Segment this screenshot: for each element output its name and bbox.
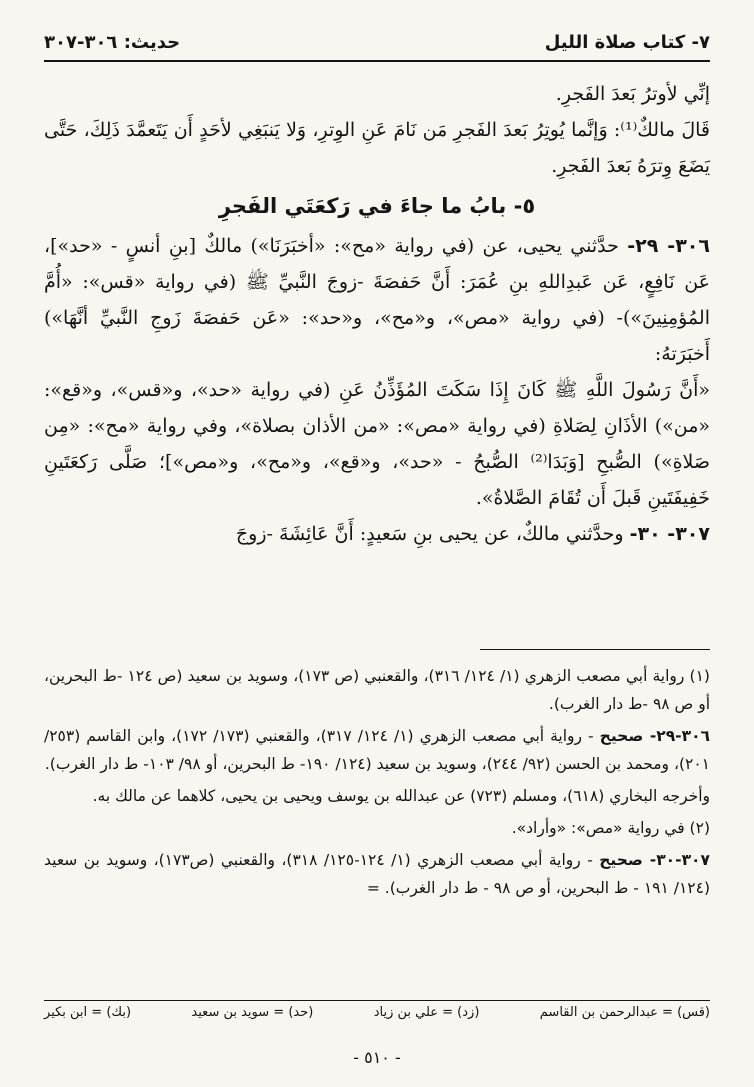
footnote xyxy=(44,662,710,718)
legend-item: (قس) = عبدالرحمن بن القاسم xyxy=(539,1005,710,1020)
page xyxy=(44,0,710,1087)
legend-rule xyxy=(44,1000,710,1001)
footnote-grade: ٣٠٦-٢٩- صحيح xyxy=(599,727,710,745)
footnote xyxy=(44,814,710,842)
footnote xyxy=(44,782,710,810)
hadith-text: حدَّثني يحيى، عن (في رواية «مح»: «أخبَرَنَا») مالكٌ [بنِ أنسٍ - «حد»]، عَن نَافِعٍ، عَن عَبدِاللهِ بنِ عُمَرَ: أَنَّ حَفصَةَ -زوجَ النَّبيِّ ﷺ (في رواية «قس»: «أُمَّ المُؤمِنِينَ»)- (في رواية «مص»، و«مح»، و«حد»: «عَن حَفصَةَ زَوجِ النَّبيِّ أنَّهَا») أَخبَرَتهُ: xyxy=(44,235,710,365)
footnote-text: - رواية أبي مصعب الزهري (١/ ١٢٤-١٢٥/ ٣١٨)، والقعنبي (ص١٧٣)، وسويد بن سعيد (١٢٤/ ١٩١ - ط البحرين، أو ص ٩٨ - ط دار الغرب). = xyxy=(44,851,710,897)
footnote-text: في رواية «مص»: «وأراد». xyxy=(511,819,685,837)
header-rule xyxy=(44,60,710,62)
hadith-number: ٣٠٦- ٢٩- xyxy=(627,235,710,257)
header-hadith-range: حديث: ٣٠٦-٣٠٧ xyxy=(44,31,181,53)
hadith-number: ٣٠٧- ٣٠- xyxy=(629,523,710,545)
legend-item: (حد) = سويد بن سعيد xyxy=(191,1005,314,1020)
hadith-text: وحدَّثني مالكٌ، عن يحيى بنِ سَعيدٍ: أَنَّ عَائِشَةَ -زوجَ xyxy=(235,523,624,545)
text-paragraph: إنِّي لأوترُ بَعدَ الفَجرِ. xyxy=(555,83,710,105)
hadith-paragraph xyxy=(44,228,710,372)
main-text xyxy=(44,76,710,552)
page-number: - ٥١٠ - xyxy=(353,1048,401,1067)
footnotes xyxy=(44,662,710,906)
header-chapter-title: ٧- كتاب صلاة الليل xyxy=(544,31,710,53)
text-paragraph: «أَنَّ رَسُولَ اللَّهِ ﷺ كَانَ إِذَا سَكَتَ المُؤَذِّنُ عَنِ (في رواية «حد»، و«قس»، و«قع»: «من») الأذَانِ لِصَلاةِ (في رواية «مص»: «من الأذان بصلاة»، وفي رواية «مح»: «مِن صَلاةِ») الصُّبحِ [وَبَدَا⁽²⁾ الصُّبحُ - «حد»، و«قع»، و«مح»، و«مص»]؛ صَلَّى رَكعَتَينِ خَفِيفَتَينِ قَبلَ أَن تُقَامَ الصَّلاةُ». xyxy=(44,379,710,509)
footnote-label: (٢) xyxy=(689,819,710,837)
footnote-grade: ٣٠٧-٣٠- صحيح xyxy=(599,851,710,869)
footnote-text: - رواية أبي مصعب الزهري (١/ ١٢٤/ ٣١٧)، والقعنبي (١٧٣/ ١٧٢)، وابن القاسم (٢٥٣/ ٢٠١)، ومحمد بن الحسن (٩٢/ ٢٤٤)، وسويد بن سعيد (١٢٤/ ١٩٠- ط البحرين، أو ٩٨/ ١٠٣- ط دار الغرب). xyxy=(44,727,710,773)
running-header xyxy=(44,28,710,56)
legend-item: (زد) = علي بن زياد xyxy=(373,1005,480,1020)
abbreviation-legend xyxy=(44,1005,710,1020)
footnote-text: وأخرجه البخاري (٦١٨)، ومسلم (٧٢٣) عن عبدالله بن يوسف ويحيى بن يحيى، كلاهما عن مالك به. xyxy=(92,787,710,805)
footnote-text: رواية أبي مصعب الزهري (١/ ١٢٤/ ٣١٦)، والقعنبي (ص ١٧٣)، وسويد بن سعيد (ص ١٢٤ -ط البحرين، أو ص ٩٨ -ط دار الغرب). xyxy=(44,667,710,713)
chapter-heading: ٥- بابُ ما جاءَ في رَكعَتَي الفَجرِ xyxy=(218,194,536,218)
footnote-label: (١) xyxy=(689,667,710,685)
footnote xyxy=(44,722,710,778)
footnote-rule xyxy=(480,649,710,650)
hadith-paragraph xyxy=(44,516,710,552)
text-paragraph: قَالَ مالكٌ⁽¹⁾: وَإنَّما يُوتِرُ بَعدَ الفَجرِ مَن نَامَ عَنِ الوِترِ، وَلا يَنبَغِي لأحَدٍ أَن يَتَعمَّدَ ذَلِكَ، حَتَّى يَضَعَ وِترَهُ بَعدَ الفَجرِ. xyxy=(44,119,710,177)
footnote xyxy=(44,846,710,902)
legend-item: (بك) = ابن بكير xyxy=(44,1005,132,1020)
